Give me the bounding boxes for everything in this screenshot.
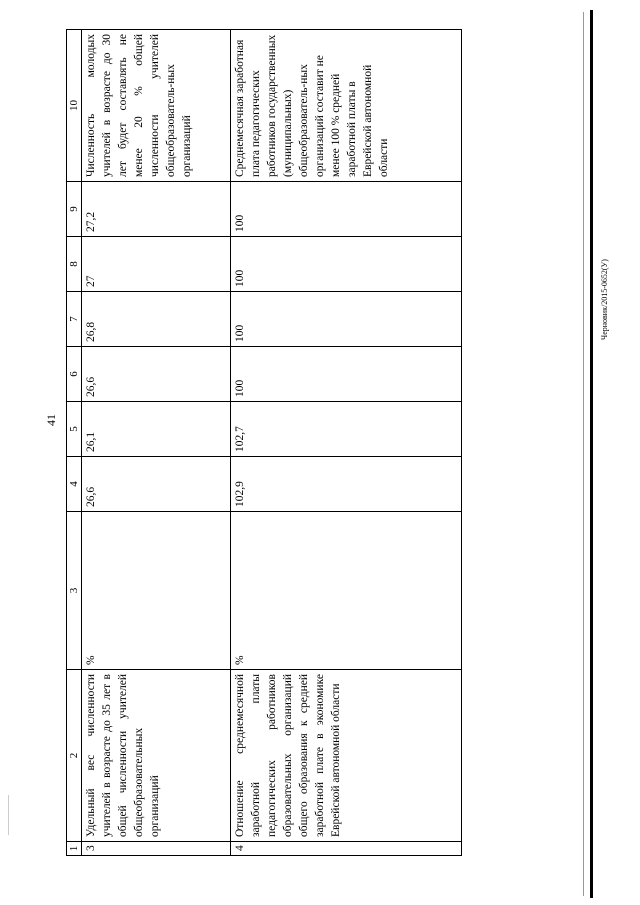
column-header: 4 (67, 457, 82, 512)
value-cell: 102,7 (231, 402, 462, 457)
page-number: 41 (44, 414, 58, 426)
left-margin-mark (8, 795, 9, 835)
right-margin-rule (590, 10, 593, 898)
result-cell: Численность молодых учителей в возрасте до 30 лет будет составлять не менее 20 % общей численности учителей общеобразователь-ных организаций (82, 30, 231, 182)
table-row (231, 30, 462, 856)
unit-cell: % (82, 512, 231, 670)
column-header: 1 (67, 842, 82, 856)
value-cell: 102,9 (231, 457, 462, 512)
column-header: 9 (67, 182, 82, 237)
rotated-table-container (66, 30, 461, 856)
column-header: 5 (67, 402, 82, 457)
header-row (67, 30, 82, 856)
value-cell: 100 (231, 237, 462, 292)
value-cell: 26,6 (82, 457, 231, 512)
value-cell: 100 (231, 292, 462, 347)
right-margin-rule-thin (583, 12, 584, 896)
row-number: 4 (231, 842, 462, 856)
value-cell: 26,6 (82, 347, 231, 402)
column-header: 10 (67, 30, 82, 182)
value-cell: 26,1 (82, 402, 231, 457)
column-header: 6 (67, 347, 82, 402)
indicator-cell: Отношение среднемесячной заработной платы педагогических работников образовательных организаций общего образования к средней заработной плате в экономике Еврейской автономной области (231, 670, 462, 842)
result-cell: Среднемесячная заработная плата педагогических работников государственных (муниципальных) общеобразователь-ных организаций составит не менее 100 % средней заработной платы в Еврейской автономной области (231, 30, 462, 182)
column-header: 7 (67, 292, 82, 347)
indicators-table (66, 29, 462, 856)
value-cell: 100 (231, 347, 462, 402)
value-cell: 27 (82, 237, 231, 292)
value-cell: 100 (231, 182, 462, 237)
column-header: 3 (67, 512, 82, 670)
table-row (82, 30, 231, 856)
column-header: 8 (67, 237, 82, 292)
value-cell: 26,8 (82, 292, 231, 347)
unit-cell: % (231, 512, 462, 670)
indicator-cell: Удельный вес численности учителей в возрасте до 35 лет в общей численности учителей общеобразовательных организаций (82, 670, 231, 842)
row-number: 3 (82, 842, 231, 856)
column-header: 2 (67, 670, 82, 842)
footer-doc-id: Черновик/2015-0652(У) (600, 259, 609, 340)
value-cell: 27,2 (82, 182, 231, 237)
